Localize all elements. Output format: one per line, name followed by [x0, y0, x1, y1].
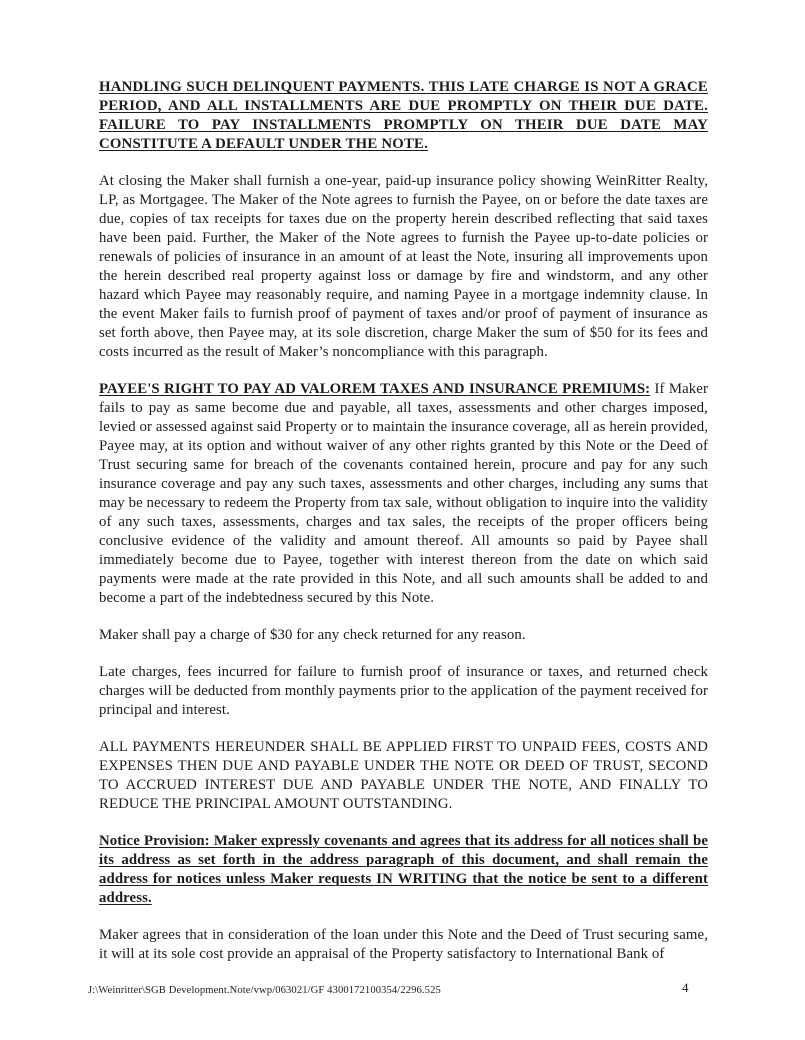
paragraph-late-charges-deduction: Late charges, fees incurred for failure to furnish proof of insurance or taxes, and returned check charges will be deducted from monthly payments prior to the application of the payment received for principal and interest. — [99, 664, 708, 718]
paragraph-insurance-policy: At closing the Maker shall furnish a one-year, paid-up insurance policy showing WeinRitter Realty, LP, as Mortgagee. The Maker of the Note agrees to furnish the Payee, on or before the date taxes are due, copies of tax receipts for taxes due on the property herein described reflecting that said taxes have been paid. Further, the Maker of the Note agrees to furnish the Payee up-to-date policies or renewals of policies of insurance in an amount of at least the Note, insuring all improvements upon the herein described real property against loss or damage by fire and windstorm, and any other hazard which Payee may reasonably require, and naming Payee in a mortgage indemnity clause. In the event Maker fails to furnish proof of payment of taxes and/or proof of payment of insurance as set forth above, then Payee may, at its sole discretion, charge Maker the sum of $50 for its fees and costs incurred as the result of Maker’s noncompliance with this paragraph. — [99, 173, 708, 360]
paragraph-returned-check-charge: Maker shall pay a charge of $30 for any check returned for any reason. — [99, 627, 526, 643]
paragraph-payment-application-order: ALL PAYMENTS HEREUNDER SHALL BE APPLIED FIRST TO UNPAID FEES, COSTS AND EXPENSES THEN DUE AND PAYABLE UNDER THE NOTE OR DEED OF TRUST, SECOND TO ACCRUED INTEREST DUE AND PAYABLE UNDER THE NOTE, AND FINALLY TO REDUCE THE PRINCIPAL AMOUNT OUTSTANDING. — [99, 739, 708, 812]
page-number: 4 — [682, 980, 689, 995]
paragraph-appraisal-agreement: Maker agrees that in consideration of the loan under this Note and the Deed of Trust securing same, it will at its sole cost provide an appraisal of the Property satisfactory to International Bank of — [99, 927, 708, 962]
document-body — [99, 78, 708, 982]
payee-rights-heading: PAYEE'S RIGHT TO PAY AD VALOREM TAXES AND INSURANCE PREMIUMS: — [99, 381, 651, 397]
paragraph-notice-provision: Notice Provision: Maker expressly covenants and agrees that its address for all notices shall be its address as set forth in the address paragraph of this document, and shall remain the address for notices unless Maker requests IN WRITING that the notice be sent to a different address. — [99, 833, 708, 906]
footer-file-reference: J:\Weinritter\SGB Development.Note/vwp/063021/GF 4300172100354/2296.525 — [88, 985, 441, 996]
section-heading-delinquent-payments: HANDLING SUCH DELINQUENT PAYMENTS. THIS LATE CHARGE IS NOT A GRACE PERIOD, AND ALL INSTALLMENTS ARE DUE PROMPTLY ON THEIR DUE DATE. FAILURE TO PAY INSTALLMENTS PROMPTLY ON THEIR DUE DATE MAY CONSTITUTE A DEFAULT UNDER THE NOTE. — [99, 79, 708, 152]
payee-rights-body: If Maker fails to pay as same become due and payable, all taxes, assessments and other charges imposed, levied or assessed against said Property or to maintain the insurance coverage, all as herein provided, Payee may, at its option and without waiver of any other rights granted by this Note or the Deed of Trust securing same for breach of the covenants contained herein, procure and pay for any such insurance coverage and pay any such taxes, assessments and other charges, including any sums that may be necessary to redeem the Property from tax sale, without obligation to inquire into the validity of any such taxes, assessments, charges and tax sales, the receipts of the proper officers being conclusive evidence of the validity and amount thereof. All amounts so paid by Payee shall immediately become due to Payee, together with interest thereon from the date on which said payments were made at the rate provided in this Note, and all such amounts shall be added to and become a part of the indebtedness secured by this Note. — [99, 381, 708, 606]
paragraph-payee-rights — [99, 380, 708, 608]
